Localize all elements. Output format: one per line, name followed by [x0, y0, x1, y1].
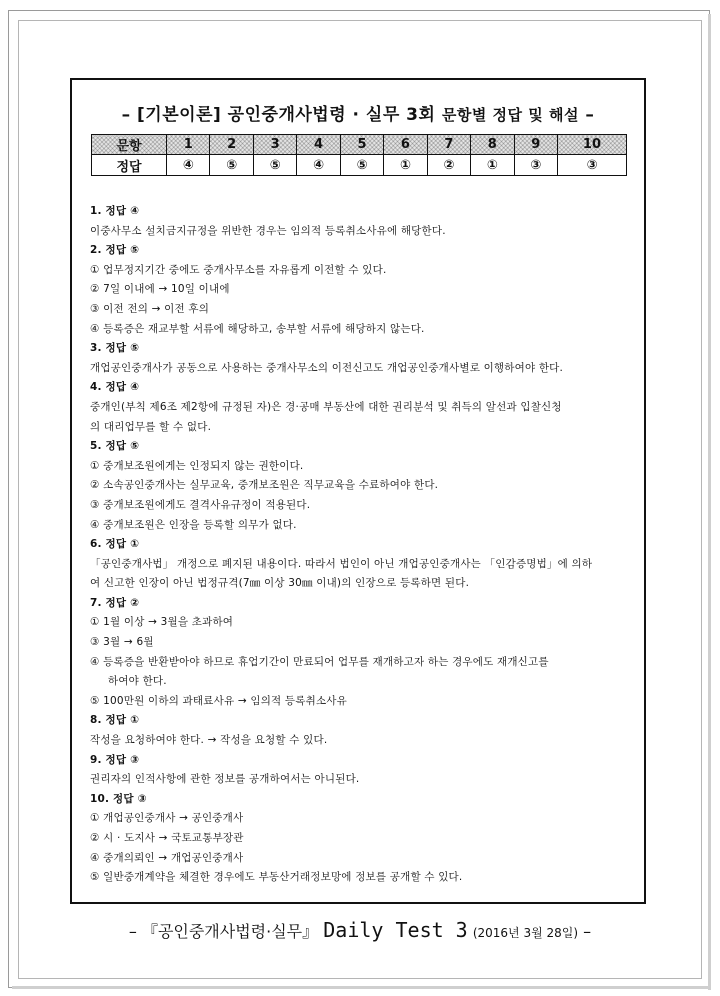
- explanation-line: ① 개업공인중개사 → 공인중개사: [90, 812, 244, 825]
- explanations: [90, 202, 630, 888]
- answer-cell: ②: [427, 155, 470, 176]
- explanation-line: ④ 중개의뢰인 → 개업공인중개사: [90, 851, 244, 864]
- explanation-heading: 10. 정답 ③: [90, 792, 147, 805]
- explanation-heading: 2. 정답 ⑤: [90, 244, 140, 257]
- document-title: [70, 100, 646, 125]
- explanation-heading: 9. 정답 ③: [90, 753, 140, 766]
- explanation-heading: 4. 정답 ④: [90, 381, 140, 394]
- footer-book-title: 『공인중개사법령·실무』: [141, 922, 319, 941]
- explanation-heading: 7. 정답 ②: [90, 596, 140, 609]
- explanation-line: ④ 등록증은 재교부할 서류에 해당하고, 송부할 서류에 해당하지 않는다.: [90, 322, 425, 335]
- explanation-line: ② 소속공인중개사는 실무교육, 중개보조원은 직무교육을 수료하여야 한다.: [90, 479, 439, 492]
- answer-cell: ①: [471, 155, 514, 176]
- explanation-line: 의 대리업무를 할 수 없다.: [90, 420, 212, 433]
- explanation-heading: 8. 정답 ①: [90, 714, 140, 727]
- explanation-heading: 5. 정답 ⑤: [90, 440, 140, 453]
- title-sub: 문항별 정답 및 해설: [441, 106, 579, 124]
- explanation-line: ① 중개보조원에게는 인정되지 않는 권한이다.: [90, 459, 304, 472]
- explanation-line: 여 신고한 인장이 아닌 법정규격(7㎜ 이상 30㎜ 이내)의 인장으로 등록하면 된다.: [90, 577, 470, 590]
- explanation-line: ① 1월 이상 → 3월을 초과하여: [90, 616, 234, 629]
- question-number: 5: [340, 135, 383, 155]
- answer-cell: ⑤: [210, 155, 253, 176]
- answer-cell: ③: [514, 155, 557, 176]
- footer-dash-right: –: [583, 922, 592, 941]
- explanation-line: ④ 등록증을 반환받아야 하므로 휴업기간이 만료되어 업무를 재개하고자 하는 경우에도 재개신고를: [90, 655, 549, 668]
- title-main: – [기본이론] 공인중개사법령 · 실무 3회: [121, 105, 436, 125]
- explanation-line: 「공인중개사법」 개정으로 폐지된 내용이다. 따라서 법인이 아닌 개업공인중개사는 「인감증명법」에 의하: [90, 557, 593, 570]
- explanation-heading: 6. 정답 ①: [90, 538, 140, 551]
- explanation-line: 하여야 한다.: [108, 675, 167, 688]
- explanation-line: ⑤ 100만원 이하의 과태료사유 → 임의적 등록취소사유: [90, 694, 347, 707]
- page-footer: [0, 918, 720, 942]
- question-number-row: [92, 135, 627, 155]
- explanation-line: ③ 중개보조원에게도 결격사유규정이 적용된다.: [90, 498, 311, 511]
- explanation-line: 이중사무소 설치금지규정을 위반한 경우는 임의적 등록취소사유에 해당한다.: [90, 224, 446, 237]
- question-row-label: 문항: [92, 135, 167, 155]
- footer-date: (2016년 3월 28일): [472, 926, 579, 940]
- explanation-line: ① 업무정지기간 중에도 중개사무소를 자유롭게 이전할 수 있다.: [90, 263, 387, 276]
- question-number: 4: [297, 135, 340, 155]
- page-shadow-right: [708, 14, 711, 990]
- question-number: 7: [427, 135, 470, 155]
- explanation-line: ③ 3월 → 6월: [90, 636, 154, 649]
- question-number: 9: [514, 135, 557, 155]
- explanation-heading: 1. 정답 ④: [90, 205, 140, 217]
- explanation-line: ② 시 · 도지사 → 국토교통부장관: [90, 832, 244, 844]
- question-number: 2: [210, 135, 253, 155]
- explanation-line: ⑤ 일반중개계약을 체결한 경우에도 부동산거래정보망에 정보를 공개할 수 있다.: [90, 871, 463, 884]
- answer-table: [91, 134, 627, 176]
- explanation-heading: 3. 정답 ⑤: [90, 342, 140, 355]
- answer-cell: ⑤: [340, 155, 383, 176]
- answer-row-label: 정답: [92, 155, 167, 176]
- question-number: 6: [384, 135, 427, 155]
- answer-cell: ④: [167, 155, 210, 176]
- answer-cell: ①: [384, 155, 427, 176]
- answer-cell: ③: [557, 155, 626, 176]
- explanation-line: ④ 중개보조원은 인장을 등록할 의무가 없다.: [90, 518, 297, 531]
- explanation-line: ② 7일 이내에 → 10일 이내에: [90, 283, 230, 296]
- answer-row: [92, 155, 627, 176]
- explanation-line: 중개인(부칙 제6조 제2항에 규정된 자)은 경·공매 부동산에 대한 권리분석 및 취득의 알선과 입찰신청: [90, 400, 562, 413]
- title-end: –: [585, 105, 595, 125]
- question-number: 8: [471, 135, 514, 155]
- question-number: 10: [557, 135, 626, 155]
- footer-dash-left: –: [128, 922, 137, 941]
- explanation-line: 개업공인중개사가 공동으로 사용하는 중개사무소의 이전신고도 개업공인중개사별로 이행하여야 한다.: [90, 361, 564, 374]
- answer-cell: ④: [297, 155, 340, 176]
- answer-cell: ⑤: [253, 155, 296, 176]
- question-number: 3: [253, 135, 296, 155]
- explanation-line: ③ 이전 전의 → 이전 후의: [90, 302, 210, 315]
- explanation-line: 권리자의 인적사항에 관한 정보를 공개하여서는 아니된다.: [90, 773, 360, 786]
- explanation-line: 작성을 요청하여야 한다. → 작성을 요청할 수 있다.: [90, 734, 328, 747]
- question-number: 1: [167, 135, 210, 155]
- page-shadow-bottom: [12, 986, 711, 989]
- footer-test-name: Daily Test 3: [323, 918, 468, 942]
